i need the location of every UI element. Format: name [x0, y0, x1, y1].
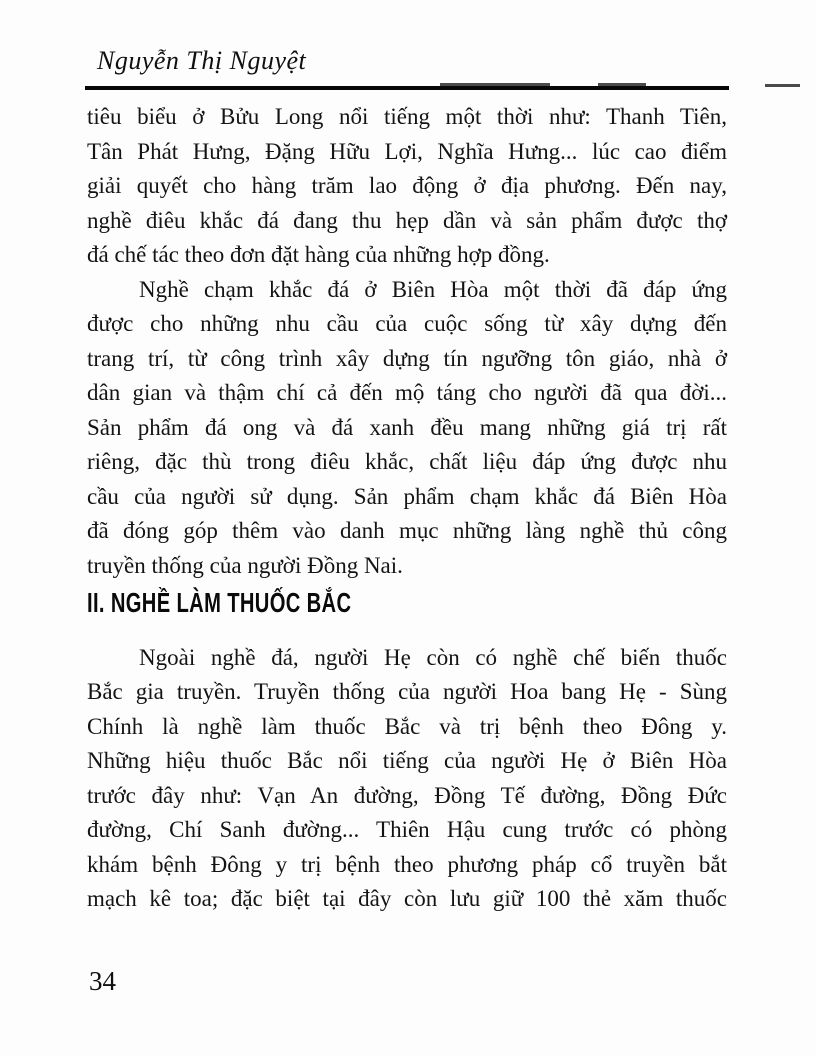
text-line: nghề điêu khắc đá đang thu hẹp dần và sản phẩm được thợ	[87, 207, 727, 233]
text-line: Sản phẩm đá ong và đá xanh đều mang những giá trị rất	[87, 414, 727, 440]
text-line: Bắc gia truyền. Truyền thống của người Hoa bang Hẹ - Sùng	[87, 679, 727, 704]
paragraph-stone-carving-summary	[87, 273, 727, 584]
text-line: khám bệnh Đông y trị bệnh theo phương pháp cổ truyền bắt	[87, 851, 727, 877]
page-number: 34	[89, 966, 116, 996]
header-rule	[85, 86, 729, 90]
text-line: trang trí, từ công trình xây dựng tín ngưỡng tôn giáo, nhà ở	[87, 345, 727, 371]
text-line: được cho những nhu cầu của cuộc sống từ xây dựng đến	[87, 311, 727, 336]
scan-artifact	[440, 83, 550, 86]
text-line: Chính là nghề làm thuốc Bắc và trị bệnh theo Đông y.	[87, 713, 727, 739]
paragraph-medicine-trade	[87, 641, 727, 917]
text-line: dân gian và thậm chí cả đến mộ táng cho người đã qua đời...	[87, 380, 727, 405]
text-line: riêng, đặc thù trong điêu khắc, chất liệu đáp ứng được nhu	[87, 449, 727, 474]
text-line: cầu của người sử dụng. Sản phẩm chạm khắc đá Biên Hòa	[87, 483, 727, 509]
text-line: tiêu biểu ở Bửu Long nổi tiếng một thời như: Thanh Tiên,	[87, 104, 727, 129]
running-header-author: Nguyễn Thị Nguyệt	[97, 46, 307, 75]
text-line: Ngoài nghề đá, người Hẹ còn có nghề chế biến thuốc	[139, 644, 727, 670]
text-line: trước đây như: Vạn An đường, Đồng Tế đường, Đồng Đức	[87, 782, 727, 808]
scan-artifact	[765, 84, 800, 87]
text-line: truyền thống của người Đồng Nai.	[87, 552, 403, 578]
text-line: Nghề chạm khắc đá ở Biên Hòa một thời đã đáp ứng	[139, 276, 727, 302]
paragraph-stone-carving-continued	[87, 100, 727, 273]
text-line: đường, Chí Sanh đường... Thiên Hậu cung trước có phòng	[87, 817, 727, 842]
text-line: đá chế tác theo đơn đặt hàng của những hợp đồng.	[87, 242, 550, 267]
text-line: đã đóng góp thêm vào danh mục những làng nghề thủ công	[87, 518, 727, 543]
text-line: Tân Phát Hưng, Đặng Hữu Lợi, Nghĩa Hưng... lúc cao điểm	[87, 138, 727, 164]
section-heading: II. NGHỀ LÀM THUỐC BẮC	[87, 587, 352, 618]
scan-artifact	[598, 83, 646, 86]
page-body	[87, 100, 727, 917]
text-line: giải quyết cho hàng trăm lao động ở địa phương. Đến nay,	[87, 173, 727, 198]
text-line: mạch kê toa; đặc biệt tại đây còn lưu giữ 100 thẻ xăm thuốc	[87, 886, 727, 911]
text-line: Những hiệu thuốc Bắc nổi tiếng của người Hẹ ở Biên Hòa	[87, 748, 727, 773]
